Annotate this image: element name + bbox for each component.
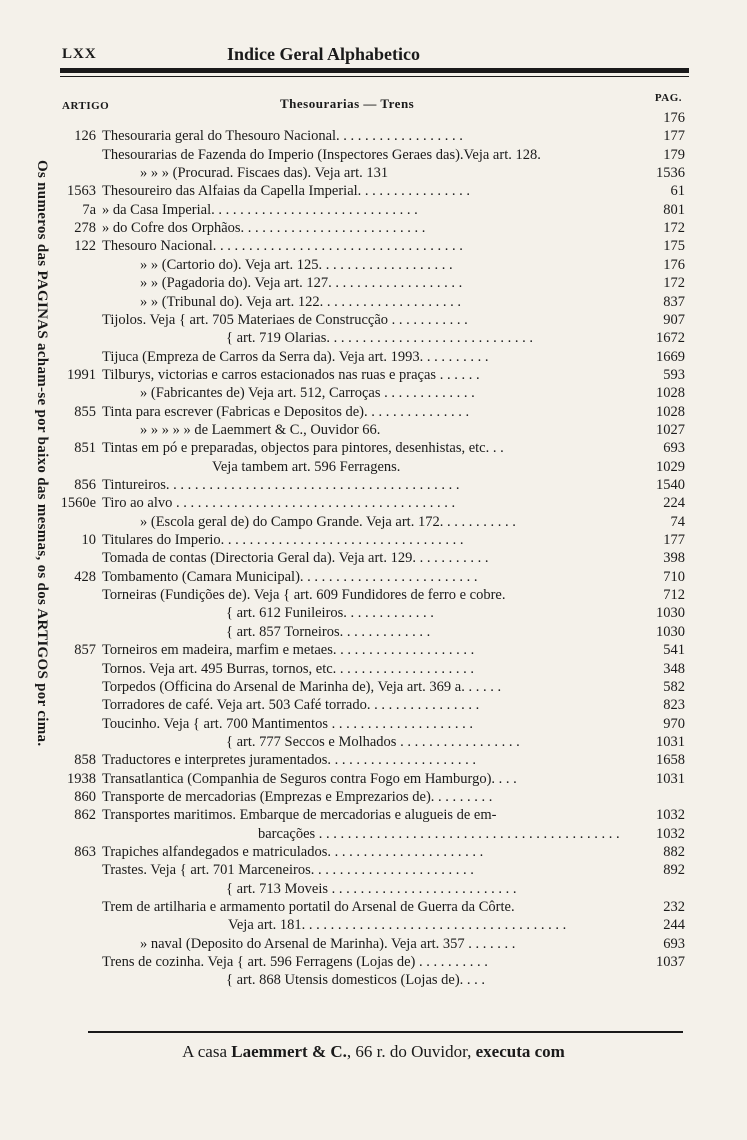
entry-page: 1540 xyxy=(656,477,685,493)
entry-text: Transporte de mercadorias (Emprezas e Emprezarios de). . . . . . . . . xyxy=(102,788,493,805)
index-entry xyxy=(0,605,747,623)
entry-page: 1658 xyxy=(656,752,685,769)
entry-page: 582 xyxy=(663,678,685,695)
index-entry xyxy=(0,183,747,201)
entry-text: » » » (Procurad. Fiscaes das). Veja art. 131 xyxy=(140,165,389,182)
entry-text: » do Cofre dos Orphãos. . . . . . . . . . . . . . . . . . . . . . . . . . xyxy=(102,220,426,237)
entry-text: Torneiras (Fundições de). Veja { art. 609 Fundidores de ferro e cobre. xyxy=(102,587,506,604)
entry-artigo: 856 xyxy=(74,477,96,493)
entry-page: 398 xyxy=(663,550,685,567)
index-entry xyxy=(0,697,747,715)
entry-page: 693 xyxy=(663,440,685,457)
entry-text: » (Fabricantes de) Veja art. 512, Carroças . . . . . . . . . . . . . xyxy=(140,385,475,402)
index-entry xyxy=(0,330,747,348)
entry-text: » (Escola geral de) do Campo Grande. Veja art. 172. . . . . . . . . . . xyxy=(140,513,516,530)
entry-text: Thesoureiro das Alfaias da Capella Imperial. . . . . . . . . . . . . . . . xyxy=(102,183,471,200)
index-entry xyxy=(0,881,747,899)
entry-text: Tinta para escrever (Fabricas e Depositos de). . . . . . . . . . . . . . . xyxy=(102,403,470,420)
entry-text: Tilburys, victorias e carros estacionados nas ruas e praças . . . . . . xyxy=(102,366,480,383)
index-entry xyxy=(0,917,747,935)
footer-mid: , 66 r. do Ouvidor, xyxy=(346,1042,476,1061)
index-entry xyxy=(0,294,747,312)
entry-page: 892 xyxy=(663,862,685,879)
entry-artigo: 851 xyxy=(74,440,96,457)
entry-page: 224 xyxy=(663,495,685,512)
entry-page: 179 xyxy=(663,146,685,163)
entry-page: 177 xyxy=(663,128,685,145)
entry-text: { art. 612 Funileiros. . . . . . . . . . . . . xyxy=(226,605,434,622)
entry-text: Thesouraria geral do Thesouro Nacional. . . . . . . . . . . . . . . . . . xyxy=(102,128,463,145)
index-entry xyxy=(0,752,747,770)
entry-artigo: 863 xyxy=(74,844,96,860)
index-entry xyxy=(0,257,747,275)
entry-text: Thesourarias de Fazenda do Imperio (Inspectores Geraes das).Veja art. 128. xyxy=(102,146,541,163)
index-entry xyxy=(0,238,747,256)
entry-text: Tomada de contas (Directoria Geral da). Veja art. 129. . . . . . . . . . . xyxy=(102,550,489,567)
entry-artigo: 1991 xyxy=(67,366,96,383)
entry-text: Tintureiros. . . . . . . . . . . . . . . . . . . . . . . . . . . . . . . . . . . . . . . . . xyxy=(102,477,460,493)
footer-pre: A casa xyxy=(182,1042,232,1061)
entry-text: Tornos. Veja art. 495 Burras, tornos, etc. . . . . . . . . . . . . . . . . . . . xyxy=(102,660,475,677)
entry-text: » da Casa Imperial. . . . . . . . . . . . . . . . . . . . . . . . . . . . . xyxy=(102,201,418,218)
entry-page: 1032 xyxy=(656,807,685,824)
entry-artigo: 278 xyxy=(74,220,96,237)
entry-artigo: 860 xyxy=(74,788,96,805)
entry-text: Tintas em pó e preparadas, objectos para pintores, desenhistas, etc. . . xyxy=(102,440,504,457)
entry-text: { art. 777 Seccos e Molhados . . . . . . . . . . . . . . . . . xyxy=(226,733,520,750)
index-entry xyxy=(0,569,747,587)
entry-page: 593 xyxy=(663,366,685,383)
entry-text: Thesouro Nacional. . . . . . . . . . . . . . . . . . . . . . . . . . . . . . . . . . . xyxy=(102,238,463,255)
index-entry xyxy=(0,165,747,183)
index-entry xyxy=(0,495,747,513)
entry-page: 1028 xyxy=(656,403,685,420)
entry-text: { art. 868 Utensis domesticos (Lojas de). . . . xyxy=(226,972,486,989)
entry-artigo: 1560e xyxy=(60,495,96,512)
entry-text: » » (Tribunal do). Veja art. 122. . . . . . . . . . . . . . . . . . . . xyxy=(140,293,461,310)
entry-text: Tijolos. Veja { art. 705 Materiaes de Construcção . . . . . . . . . . . xyxy=(102,311,468,328)
entry-text: Toucinho. Veja { art. 700 Mantimentos . . . . . . . . . . . . . . . . . . . . xyxy=(102,715,473,732)
header-rule-thin xyxy=(60,76,689,77)
entry-page: 1037 xyxy=(656,954,685,971)
entry-text: { art. 719 Olarias. . . . . . . . . . . . . . . . . . . . . . . . . . . . . xyxy=(226,330,533,347)
entry-page: 801 xyxy=(663,201,685,218)
entry-page: 176 xyxy=(663,110,685,126)
index-entry xyxy=(0,440,747,458)
entry-page: 74 xyxy=(670,513,685,530)
index-entry xyxy=(0,404,747,422)
index-entry xyxy=(0,862,747,880)
entry-artigo: 1938 xyxy=(67,770,96,787)
entry-text: Torradores de café. Veja art. 503 Café torrado. . . . . . . . . . . . . . . . xyxy=(102,697,480,714)
index-entry xyxy=(0,422,747,440)
entry-artigo: 428 xyxy=(74,568,96,585)
index-entry xyxy=(0,661,747,679)
entry-text: » » » » » de Laemmert & C., Ouvidor 66. xyxy=(140,421,381,438)
entry-page: 1669 xyxy=(656,348,685,365)
entry-text: Torpedos (Officina do Arsenal de Marinha de), Veja art. 369 a. . . . . . xyxy=(102,678,502,695)
side-note-text: Os numeros das PAGINAS acham-se por baixo das mesmas, os dos ARTIGOS por cima. xyxy=(34,160,50,747)
entry-page: 175 xyxy=(663,238,685,255)
entry-page: 177 xyxy=(663,532,685,549)
entry-page: 61 xyxy=(670,183,685,200)
entry-artigo: 855 xyxy=(74,403,96,420)
section-title: Thesourarias — Trens xyxy=(280,96,415,111)
entry-text: Tombamento (Camara Municipal). . . . . . . . . . . . . . . . . . . . . . . . . xyxy=(102,568,478,585)
entry-text: Trapiches alfandegados e matriculados. . . . . . . . . . . . . . . . . . . . . . xyxy=(102,844,484,860)
entry-text: » » (Cartorio do). Veja art. 125. . . . . . . . . . . . . . . . . . . xyxy=(140,256,453,273)
page-title: Indice Geral Alphabetico xyxy=(227,44,420,64)
entry-page: 1032 xyxy=(656,825,685,842)
entry-page: 541 xyxy=(663,642,685,659)
entry-page: 172 xyxy=(663,275,685,292)
entry-page: 348 xyxy=(663,660,685,677)
index-entry xyxy=(0,147,747,165)
entry-page: 1028 xyxy=(656,385,685,402)
page-number: LXX xyxy=(62,46,97,62)
index-entry xyxy=(0,936,747,954)
index-entry xyxy=(0,624,747,642)
entry-text: Transatlantica (Companhia de Seguros contra Fogo em Hamburgo). . . . xyxy=(102,770,517,787)
entry-text: Torneiros em madeira, marfim e metaes. . . . . . . . . . . . . . . . . . . . xyxy=(102,642,475,659)
entry-page: 1030 xyxy=(656,623,685,640)
footer-rule xyxy=(88,1031,683,1033)
index-entry xyxy=(0,642,747,660)
entry-text: barcações . . . . . . . . . . . . . . . . . . . . . . . . . . . . . . . . . . . . . . . . . . xyxy=(258,825,620,842)
entry-text: Tiro ao alvo . . . . . . . . . . . . . . . . . . . . . . . . . . . . . . . . . . . . . . . xyxy=(102,495,456,512)
entry-artigo: 122 xyxy=(74,238,96,255)
index-entry xyxy=(0,220,747,238)
index-entry xyxy=(0,128,747,146)
index-entry xyxy=(0,771,747,789)
entry-text: Tijuca (Empreza de Carros da Serra da). Veja art. 1993. . . . . . . . . . xyxy=(102,348,489,365)
entry-text: { art. 857 Torneiros. . . . . . . . . . . . . xyxy=(226,623,431,640)
column-header-pag: PAG. xyxy=(654,92,682,104)
column-header-artigo: ARTIGO xyxy=(62,100,110,112)
index-entry xyxy=(0,514,747,532)
entry-artigo: 1563 xyxy=(67,183,96,200)
entry-page: 693 xyxy=(663,935,685,952)
entry-text: Trens de cozinha. Veja { art. 596 Ferragens (Lojas de) . . . . . . . . . . xyxy=(102,954,488,971)
page-footer xyxy=(0,1042,747,1062)
entry-text: Titulares do Imperio. . . . . . . . . . . . . . . . . . . . . . . . . . . . . . . . . . xyxy=(102,532,464,549)
index-entry xyxy=(0,826,747,844)
index-entry xyxy=(0,679,747,697)
index-entry xyxy=(0,550,747,568)
entry-page: 1672 xyxy=(656,330,685,347)
index-entry xyxy=(0,349,747,367)
footer-post: executa com xyxy=(475,1042,565,1061)
entry-page: 823 xyxy=(663,697,685,714)
index-entry xyxy=(0,367,747,385)
entry-text: Veja tambem art. 596 Ferragens. xyxy=(212,458,401,475)
entry-page: 244 xyxy=(663,917,685,934)
index-entry xyxy=(0,954,747,972)
entry-text: Trem de artilharia e armamento portatil do Arsenal de Guerra da Côrte. xyxy=(102,899,515,916)
entry-page: 1029 xyxy=(656,458,685,475)
index-entry xyxy=(0,844,747,862)
index-entry xyxy=(0,972,747,990)
index-entry xyxy=(0,110,747,128)
entry-page: 1536 xyxy=(656,165,685,182)
entry-page: 882 xyxy=(663,844,685,860)
header-rule-thick xyxy=(60,68,689,73)
index-entry xyxy=(0,459,747,477)
entry-page: 1027 xyxy=(656,421,685,438)
entry-text: Veja art. 181. . . . . . . . . . . . . . . . . . . . . . . . . . . . . . . . . . . . . xyxy=(228,917,567,934)
entry-text: Traductores e interpretes juramentados. . . . . . . . . . . . . . . . . . . . . xyxy=(102,752,476,769)
index-entry xyxy=(0,734,747,752)
entry-artigo: 858 xyxy=(74,752,96,769)
entry-text: » » (Pagadoria do). Veja art. 127. . . . . . . . . . . . . . . . . . . xyxy=(140,275,463,292)
entry-artigo: 857 xyxy=(74,642,96,659)
entry-artigo: 10 xyxy=(81,532,96,549)
page-header xyxy=(62,44,687,68)
index-entry xyxy=(0,789,747,807)
entry-page: 710 xyxy=(663,568,685,585)
entry-text: Transportes maritimos. Embarque de mercadorias e alugueis de em- xyxy=(102,807,497,824)
index-entry xyxy=(0,275,747,293)
entry-page: 232 xyxy=(663,899,685,916)
entry-page: 1031 xyxy=(656,770,685,787)
entry-page: 907 xyxy=(663,311,685,328)
index-entry xyxy=(0,312,747,330)
index-entry xyxy=(0,716,747,734)
index-entry xyxy=(0,807,747,825)
footer-publisher: Laemmert & C. xyxy=(231,1042,347,1061)
entry-page: 837 xyxy=(663,293,685,310)
entry-text: Trastes. Veja { art. 701 Marceneiros. . . . . . . . . . . . . . . . . . . . . . . xyxy=(102,862,474,879)
entry-page: 172 xyxy=(663,220,685,237)
index-entry xyxy=(0,899,747,917)
index-entry xyxy=(0,385,747,403)
entry-artigo: 7a xyxy=(82,201,96,218)
entry-text: { art. 713 Moveis . . . . . . . . . . . . . . . . . . . . . . . . . . xyxy=(226,880,517,897)
index-entry xyxy=(0,202,747,220)
entry-artigo: 126 xyxy=(74,128,96,145)
index-entry xyxy=(0,477,747,495)
entry-page: 176 xyxy=(663,256,685,273)
entry-page: 970 xyxy=(663,715,685,732)
entry-page: 1031 xyxy=(656,733,685,750)
entry-artigo: 862 xyxy=(74,807,96,824)
entry-page: 712 xyxy=(663,587,685,604)
entry-text: » naval (Deposito do Arsenal de Marinha). Veja art. 357 . . . . . . . xyxy=(140,935,516,952)
index-entry xyxy=(0,532,747,550)
entry-page: 1030 xyxy=(656,605,685,622)
index-entry xyxy=(0,587,747,605)
